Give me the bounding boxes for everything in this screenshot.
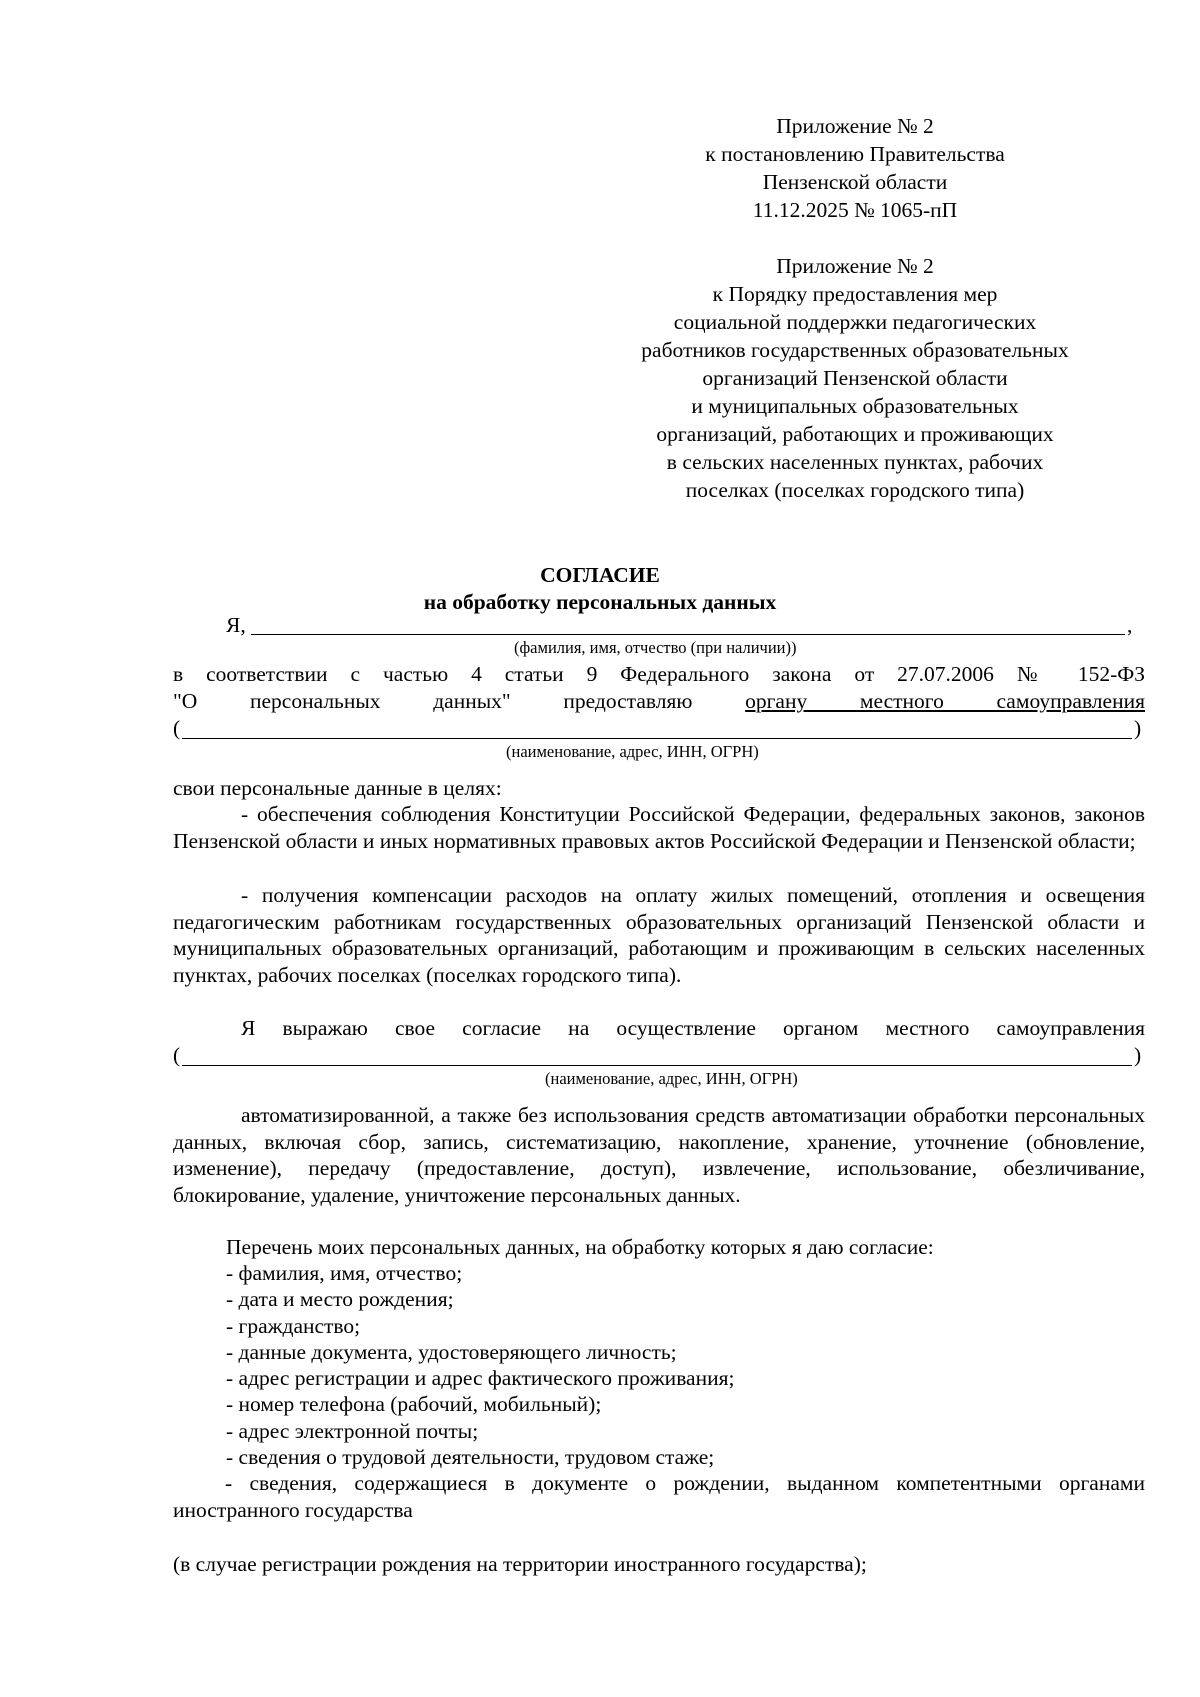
appendix-order-line: социальной поддержки педагогических [673, 310, 1037, 334]
appendix-order-header [620, 252, 1090, 504]
applicant-suffix: , [1127, 613, 1133, 637]
appendix-number: Приложение № 2 [776, 114, 934, 138]
document-subtitle: на обработку персональных данных [423, 590, 777, 614]
purposes-intro: свои персональные данные в целях: [173, 776, 502, 800]
list-item: - адрес регистрации и адрес фактического проживания; [226, 1366, 735, 1391]
applicant-prefix: Я, [226, 613, 246, 637]
authority-details-caption: (наименование, адрес, ИНН, ОГРН) [506, 742, 759, 761]
list-item: - дата и место рождения; [226, 1287, 454, 1312]
consent-authority-field[interactable] [182, 1065, 1132, 1066]
authority-details-field[interactable] [182, 738, 1132, 739]
local-authority-label: органу местного самоуправления [745, 689, 1145, 713]
list-item: - гражданство; [226, 1313, 361, 1338]
legal-basis-line2 [173, 688, 1145, 715]
applicant-name-field[interactable] [251, 634, 1125, 635]
purpose-item: - обеспечения соблюдения Конституции Российской Федерации, федеральных законов, законов Пензенской области и иных нормативных правовых актов Российской Федерации и Пензенской области; [173, 802, 1145, 853]
processing-description: автоматизированной, а также без использования средств автоматизации обработки персональных данных, включая сбор, запись, систематизацию, накопление, хранение, уточнение (обновление, изменение), передачу (предоставление, доступ), извлечение, использование, обезличивание, блокирование, удаление, уничтожение персональных данных. [173, 1103, 1145, 1207]
legal-basis-text: "О персональных данных" предоставляю [173, 689, 746, 713]
legal-basis-line: в соответствии с частью 4 статьи 9 Федерального закона от 27.07.2006 № 152-ФЗ [173, 662, 1145, 686]
consent-authority-caption: (наименование, адрес, ИНН, ОГРН) [545, 1069, 798, 1088]
applicant-name-caption: (фамилия, имя, отчество (при наличии)) [514, 638, 797, 657]
list-item: - фамилия, имя, отчество; [226, 1261, 463, 1285]
appendix-order-line: к Порядку предоставления мер [712, 282, 998, 306]
appendix-government-header [620, 112, 1090, 224]
appendix-order-line: Приложение № 2 [776, 254, 934, 278]
list-item: - адрес электронной почты; [226, 1418, 479, 1443]
appendix-region: Пензенской области [762, 170, 948, 194]
data-list [226, 1260, 734, 1470]
consent-paren-open: ( [173, 1043, 181, 1067]
list-item-birth-document: - сведения, содержащиеся в документе о рождении, выданном компетентными органами иностранного государства [173, 1471, 1145, 1522]
appendix-order-line: организаций Пензенской области [702, 366, 1008, 390]
birth-document-note: (в случае регистрации рождения на территории иностранного государства); [173, 1552, 867, 1576]
authority-paren-close: ) [1134, 716, 1142, 740]
list-item: - данные документа, удостоверяющего личность; [226, 1339, 677, 1364]
appendix-order-line: в сельских населенных пунктах, рабочих [666, 450, 1044, 474]
consent-statement: Я выражаю свое согласие на осуществление органом местного самоуправления [241, 1016, 1145, 1040]
appendix-reference: к постановлению Правительства [705, 142, 1005, 166]
appendix-order-line: поселках (поселках городского типа) [685, 478, 1025, 502]
list-item: - сведения о трудовой деятельности, трудовом стаже; [226, 1445, 715, 1470]
appendix-order-line: и муниципальных образовательных [691, 394, 1019, 418]
list-item: - номер телефона (рабочий, мобильный); [226, 1392, 602, 1417]
appendix-order-line: организаций, работающих и проживающих [656, 422, 1054, 446]
appendix-date-number: 11.12.2025 № 1065-пП [752, 198, 958, 222]
authority-paren-open: ( [173, 716, 181, 740]
purpose-item: - получения компенсации расходов на оплату жилых помещений, отопления и освещения педагогическим работникам государственных образовательных организаций Пензенской области и муниципальных образовательных организаций, работающим и проживающим в сельских населенных пунктах, рабочих поселках (поселках городского типа). [173, 883, 1145, 987]
document-title: СОГЛАСИЕ [540, 563, 660, 587]
data-list-intro: Перечень моих персональных данных, на обработку которых я даю согласие: [226, 1235, 934, 1259]
consent-paren-close: ) [1134, 1043, 1142, 1067]
appendix-order-line: работников государственных образовательных [641, 338, 1069, 362]
